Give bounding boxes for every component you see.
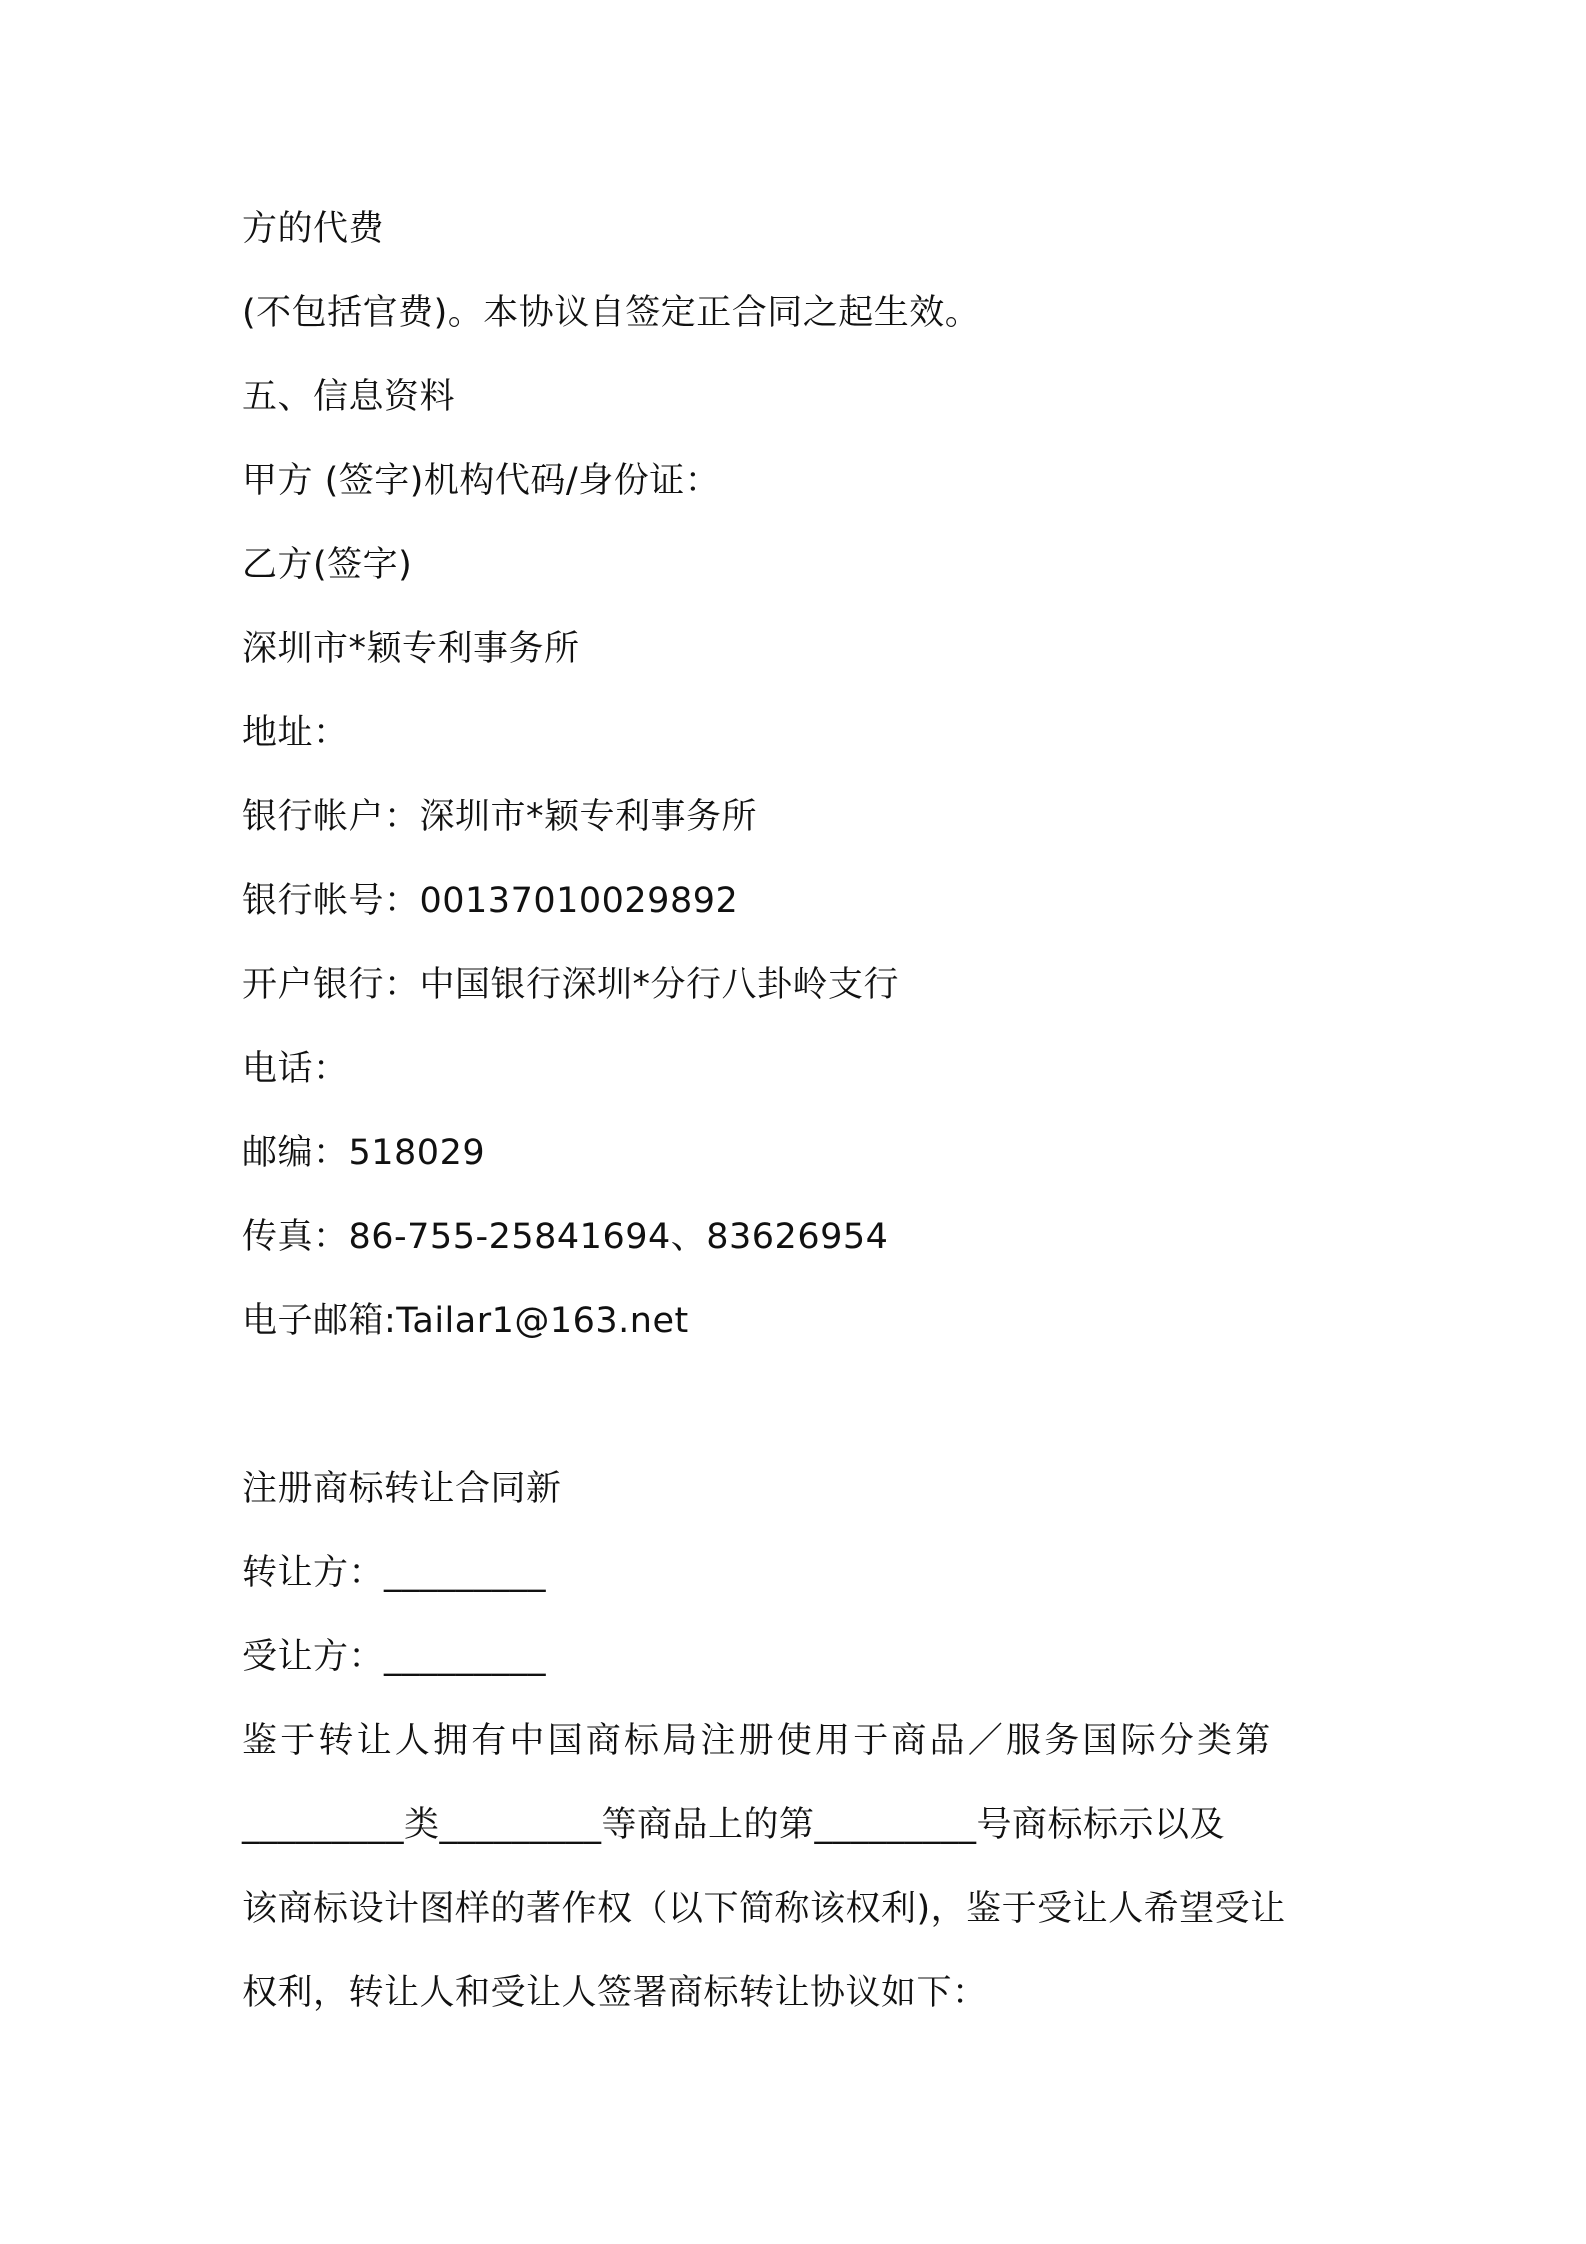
text-line: 银行帐号：00137010029892 (242, 881, 739, 921)
text-line: 传真：86-755-25841694、83626954 (242, 1217, 889, 1257)
text-line: 方的代费 (242, 209, 385, 249)
contract-title: 注册商标转让合同新 (242, 1469, 562, 1509)
paragraph-line: 该商标设计图样的著作权（以下简称该权利)，鉴于受让人希望受让 (242, 1889, 1286, 1929)
text-line: 乙方(签字) (242, 545, 413, 585)
text-line: 开户银行：中国银行深圳*分行八卦岭支行 (242, 965, 900, 1005)
section-heading: 五、信息资料 (242, 377, 456, 417)
text-line: 邮编：518029 (242, 1133, 486, 1173)
text-line: 转让方：_________ (242, 1553, 547, 1593)
text-line: 甲方 (签字)机构代码/身份证： (242, 461, 721, 501)
paragraph-line: 权利，转让人和受让人签署商标转让协议如下： (242, 1973, 988, 2013)
paragraph-line: _________类_________等商品上的第_________号商标标示以及 (242, 1805, 1226, 1845)
paragraph-line: 鉴于转让人拥有中国商标局注册使用于商品／服务国际分类第 (242, 1721, 1274, 1761)
text-line: 地址： (242, 713, 349, 753)
text-line: 深圳市*颖专利事务所 (242, 629, 580, 669)
text-line: 电子邮箱:Tailar1@163.net (242, 1301, 689, 1341)
text-line: 银行帐户：深圳市*颖专利事务所 (242, 797, 758, 837)
text-line: 受让方：_________ (242, 1637, 547, 1677)
text-line: 电话： (242, 1049, 349, 1089)
text-line: (不包括官费)。本协议自签定正合同之起生效。 (242, 293, 981, 333)
